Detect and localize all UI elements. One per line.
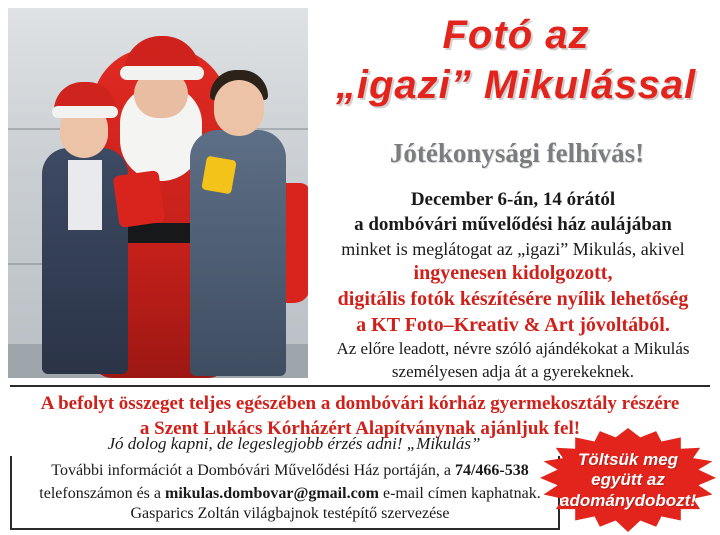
free-line: ingyenesen kidolgozott, <box>413 262 613 285</box>
info-line-1-prefix: További információt a Dombóvári Művelődési Ház portáján, a <box>51 462 455 479</box>
gifts-line-2: személyesen adja át a gyerekeknek. <box>391 362 635 382</box>
quote-text: Jó dolog kapni, de legeslegjobb érzés adni! „Mikulás” <box>107 434 481 453</box>
headline-line-2: „igazi” Mikulással <box>335 63 697 107</box>
subheading: Jótékonysági felhívás! <box>389 138 645 168</box>
gifts-line-1: Az előre leadott, névre szóló ajándékokat a Mikulás <box>336 339 690 359</box>
visit-line: minket is meglátogat az „igazi” Mikulás, akivel <box>341 239 685 260</box>
contact-info <box>12 459 568 505</box>
info-line-2 <box>12 482 568 505</box>
horizontal-divider <box>10 385 710 387</box>
appeal-line-1: A befolyt összeget teljes egészében a dombóvári kórház gyermekosztály részére <box>40 393 680 414</box>
organizer-text: Gasparics Zoltán világbajnok testépítő szervezése <box>130 505 450 522</box>
burst-line-1: Töltsük meg <box>577 450 679 470</box>
headline-line-1: Fotó az <box>442 13 590 57</box>
email-address[interactable]: mikulas.dombovar@gmail.com <box>165 485 379 503</box>
sponsor-line: a KT Foto–Kreativ & Art jóvoltából. <box>356 313 670 336</box>
body-text <box>312 188 714 384</box>
phone-number: 74/466-538 <box>454 462 529 479</box>
donation-starburst <box>540 428 716 532</box>
info-line-2-prefix: telefonszámon és a <box>39 485 165 503</box>
date-line: December 6-án, 14 órától <box>410 189 616 210</box>
bottom-border-rule <box>10 528 560 530</box>
venue-line: a dombóvári művelődési ház aulájában <box>354 213 672 235</box>
burst-line-2: együtt az <box>591 470 665 490</box>
info-line-2-suffix: e-mail címen kaphatnak. <box>379 485 541 503</box>
santa-photo <box>8 8 308 378</box>
appeal-line-2: a Szent Lukács Kórházért Alapítványnak ajánljuk fel! <box>139 417 581 439</box>
yellow-gift-box <box>201 156 236 195</box>
info-line-1 <box>12 459 568 482</box>
burst-line-3: adománydobozt! <box>560 490 696 510</box>
starburst-text <box>540 428 716 532</box>
red-gift-box <box>113 170 166 228</box>
child-left-shirt <box>68 160 102 230</box>
santa-hat-brim <box>120 66 204 80</box>
digital-line: digitális fotók készítésére nyílik lehetőség <box>337 288 689 311</box>
headline <box>320 14 712 108</box>
child-right-head <box>214 80 264 136</box>
child-left-hat-brim <box>52 106 118 118</box>
